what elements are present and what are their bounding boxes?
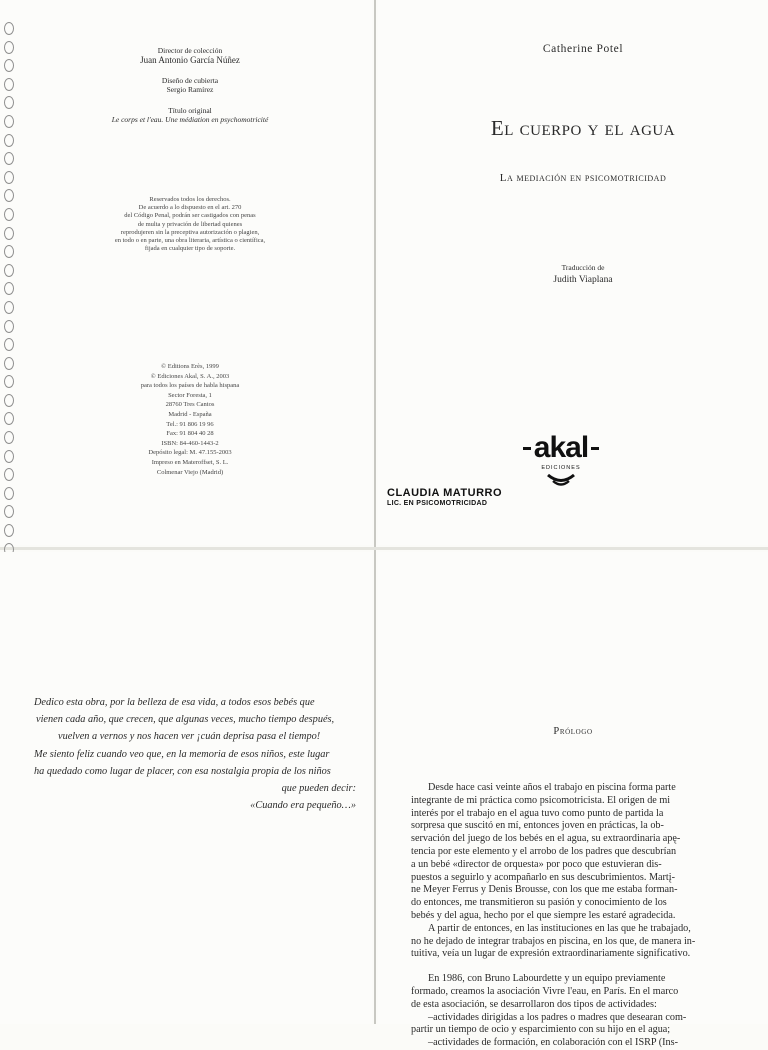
owner-stamp-name: CLAUDIA MATURRO	[387, 487, 503, 499]
binding-ring-icon	[4, 375, 14, 388]
design-label: Diseño de cubierta	[161, 76, 219, 85]
paragraph-gap	[411, 961, 753, 973]
rights-line: en todo o en parte, una obra literaria, artística o científica,	[114, 237, 266, 245]
book-title: El cuerpo y el agua	[490, 116, 676, 140]
dedication-line: «Cuando era pequeño…»	[250, 800, 356, 812]
binding-ring-icon	[4, 59, 14, 72]
prologue-text	[411, 782, 753, 1050]
binding-ring-icon	[4, 264, 14, 277]
imprint-line: para todos los países de habla hispana	[140, 382, 240, 390]
dedication-line: Dedico esta obra, por la belleza de esa vida, a todos esos bebés que	[34, 697, 315, 708]
akal-logo-sub: EDICIONES	[541, 465, 581, 471]
dedication-line: vienen cada año, que crecen, que algunas veces, mucho tiempo después,	[36, 714, 335, 726]
binding-ring-icon	[4, 357, 14, 370]
binding-ring-icon	[4, 41, 14, 54]
rights-line: del Código Penal, podrán ser castigados con penas	[124, 212, 256, 220]
owner-stamp-title: LIC. EN PSICOMOTRICIDAD	[387, 500, 488, 507]
dedication-line: ha quedado como lugar de placer, con esa nostalgia propia de los niños	[34, 765, 331, 777]
prologue-line: tuitiva, veía un lugar de expresión extraordinariamente significativo.	[411, 948, 691, 960]
binding-ring-icon	[4, 505, 14, 518]
imprint-line: Fax: 91 804 40 28	[166, 430, 214, 438]
rights-line: reprodujeren sin la preceptiva autorización o plagien,	[120, 228, 260, 236]
imprint-line: 28760 Tres Cantos	[165, 401, 215, 409]
prologue-line: En 1986, con Bruno Labourdette y un equipo previamente	[428, 973, 666, 985]
akal-logo-icon	[521, 423, 601, 493]
prologue-line: formado, creamos la asociación Vivre l'eau, en París. En el marco	[411, 985, 679, 997]
binding-ring-icon	[4, 468, 14, 481]
dedication-line: vuelven a vernos y nos hacen ver ¡cuán deprisa pasa el tiempo!	[58, 731, 321, 743]
prologue-line: integrante de mi práctica como psicomotricista. El origen de mi	[411, 794, 671, 806]
binding-ring-icon	[4, 152, 14, 165]
binding-ring-icon	[4, 524, 14, 537]
dedication-text	[34, 694, 356, 814]
prologue-heading: Prólogo	[553, 726, 593, 737]
prologue-line: do entonces, me transmitieron su pasión y conocimiento de los	[411, 897, 667, 909]
prologue-line: A partir de entonces, en las instituciones en las que he trabajado,	[428, 922, 691, 934]
director-name: Juan Antonio García Núñez	[140, 55, 240, 65]
prologue-line: interés por el trabajo en el agua tuvo como punto de partida la	[411, 807, 664, 819]
copyright-page	[0, 0, 372, 545]
prologue-line: bebés y del agua, hecho por el que siempre les estaré agradecida.	[411, 909, 676, 921]
binding-ring-icon	[4, 301, 14, 314]
binding-ring-icon	[4, 189, 14, 202]
rights-line: Reservados todos los derechos.	[149, 196, 231, 203]
director-label: Director de colección	[157, 46, 223, 55]
prologue-line: de esta asociación, se desarrollaron dos tipos de actividades:	[411, 998, 657, 1010]
imprint-line: Madrid - España	[168, 410, 212, 418]
binding-ring-icon	[4, 282, 14, 295]
imprint-line: Depósito legal: M. 47.155-2003	[148, 449, 232, 457]
binding-ring-icon	[4, 431, 14, 444]
prologue-line: –actividades de formación, en colaboración con el ISRP (Ins-	[428, 1037, 678, 1049]
rights-line: fijada en cualquier tipo de soporte.	[144, 245, 236, 253]
binding-ring-icon	[4, 208, 14, 221]
author-name: Catherine Potel	[542, 43, 624, 55]
binding-ring-icon	[4, 338, 14, 351]
binding-ring-icon	[4, 22, 14, 35]
page-fold-horizontal	[0, 547, 768, 550]
spiral-binding	[4, 22, 18, 542]
binding-ring-icon	[4, 78, 14, 91]
translation-label: Traducción de	[561, 263, 605, 272]
rights-line: de multa y privación de libertad quienes	[137, 220, 243, 228]
binding-ring-icon	[4, 320, 14, 333]
design-name: Sergio Ramírez	[166, 85, 214, 94]
imprint-line: © Editions Erès, 1999	[161, 363, 219, 370]
binding-ring-icon	[4, 487, 14, 500]
dedication-page	[0, 552, 372, 1024]
prologue-line: tencia por este elemento y el arrobo de los padres que descubrían	[411, 845, 677, 857]
binding-ring-icon	[4, 412, 14, 425]
akal-logo-wordmark: akal	[533, 431, 589, 464]
imprint-block	[60, 362, 320, 477]
prologue-line: sorpresa que suscitó en mí, entonces joven en prácticas, la ob-	[411, 820, 664, 832]
dedication-line: Me siento feliz cuando veo que, en la memoria de esos niños, este lugar	[34, 748, 330, 760]
title-page	[378, 0, 768, 545]
original-title: Le corps et l'eau. Une médiation en psychomotricité	[111, 115, 269, 124]
dedication-line: que pueden decir:	[281, 783, 356, 795]
original-title-label: Título original	[168, 106, 212, 115]
imprint-line: Tel.: 91 806 19 96	[166, 420, 214, 428]
binding-ring-icon	[4, 450, 14, 463]
page-fold-vertical	[374, 0, 376, 1024]
book-subtitle: La mediación en psicomotricidad	[499, 172, 667, 184]
rights-notice	[60, 196, 320, 253]
binding-ring-icon	[4, 115, 14, 128]
binding-ring-icon	[4, 245, 14, 258]
prologue-line: a un bebé «director de orquesta» por poco que estuvieran dis-	[411, 858, 662, 870]
prologue-line: no he dejado de integrar trabajos en piscina, en los que, de manera in-	[411, 935, 696, 947]
translator-name: Judith Viaplana	[553, 275, 613, 285]
binding-ring-icon	[4, 96, 14, 109]
imprint-line: Colmenar Viejo (Madrid)	[156, 468, 224, 476]
rights-line: De acuerdo a lo dispuesto en el art. 270	[138, 204, 242, 212]
prologue-line: Desde hace casi veinte años el trabajo en piscina forma parte	[428, 782, 676, 793]
prologue-line: partir un tiempo de ocio y esparcimiento con su hijo en el agua;	[411, 1024, 671, 1036]
imprint-line: © Ediciones Akal, S. A., 2003	[150, 372, 230, 380]
binding-ring-icon	[4, 394, 14, 407]
imprint-line: Sector Foresta, 1	[168, 391, 212, 399]
binding-ring-icon	[4, 171, 14, 184]
imprint-line: ISBN: 84-460-1443-2	[161, 439, 219, 447]
prologue-line: –actividades dirigidas a los padres o madres que desearan com-	[428, 1011, 687, 1023]
imprint-line: Impreso en Materoffset, S. L.	[151, 458, 229, 466]
prologue-line: servación del juego de los bebés en el agua, su extraordinaria apę-	[411, 833, 681, 845]
prologue-line: ne Meyer Ferrus y Denis Brousse, con los que me estaba forman-	[411, 884, 678, 896]
prologue-page	[378, 552, 768, 1049]
binding-ring-icon	[4, 134, 14, 147]
binding-ring-icon	[4, 227, 14, 240]
prologue-line: puestos a seguirlo y acompañarlo en sus descubrimientos. Martį-	[411, 871, 675, 883]
